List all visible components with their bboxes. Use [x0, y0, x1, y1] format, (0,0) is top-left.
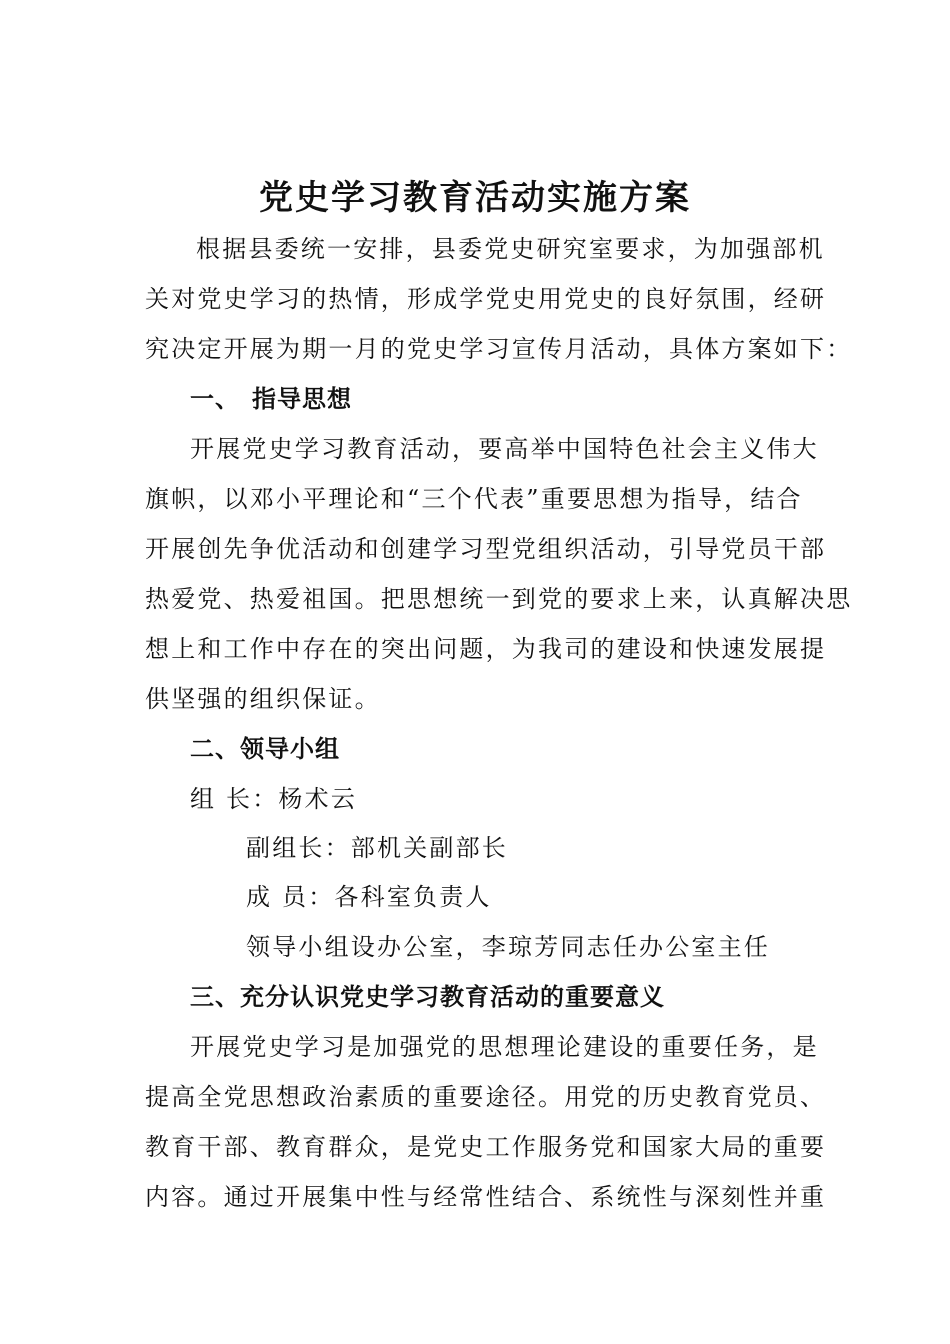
members-line: 成 员：各科室负责人 [246, 883, 492, 911]
document-title: 党史学习教育活动实施方案 [259, 178, 691, 218]
section-1-line-2: 旗帜，以邓小平理论和“三个代表”重要思想为指导，结合 [145, 485, 803, 513]
section-1-line-6: 供坚强的组织保证。 [145, 685, 381, 713]
section-1-title: 指导思想 [252, 385, 352, 413]
deputy-leader-line: 副组长：部机关副部长 [246, 834, 508, 862]
group-leader-line: 组 长：杨术云 [190, 785, 358, 813]
section-1-line-4: 热爱党、热爱祖国。把思想统一到党的要求上来，认真解决思 [145, 585, 853, 613]
intro-line-3: 究决定开展为期一月的党史学习宣传月活动，具体方案如下： [145, 335, 853, 363]
section-3-line-3: 教育干部、教育群众，是党史工作服务党和国家大局的重要 [145, 1133, 827, 1161]
intro-line-2: 关对党史学习的热情，形成学党史用党史的良好氛围，经研 [145, 285, 827, 313]
section-1-line-3: 开展创先争优活动和创建学习型党组织活动，引导党员干部 [145, 535, 827, 563]
section-3-heading: 三、充分认识党史学习教育活动的重要意义 [190, 983, 665, 1011]
section-1-line-1: 开展党史学习教育活动，要高举中国特色社会主义伟大 [190, 435, 819, 463]
office-line: 领导小组设办公室，李琼芳同志任办公室主任 [246, 933, 770, 961]
section-3-line-2: 提高全党思想政治素质的重要途径。用党的历史教育党员、 [145, 1083, 827, 1111]
section-3-line-4: 内容。通过开展集中性与经常性结合、系统性与深刻性并重 [145, 1183, 827, 1211]
section-1-heading [190, 381, 352, 417]
section-3-line-1: 开展党史学习是加强党的思想理论建设的重要任务，是 [190, 1033, 819, 1061]
intro-line-1: 根据县委统一安排，县委党史研究室要求，为加强部机 [196, 235, 825, 263]
section-2-heading: 二、领导小组 [190, 735, 340, 763]
section-1-line-5: 想上和工作中存在的突出问题，为我司的建设和快速发展提 [145, 635, 827, 663]
section-1-number: 一、 [190, 385, 240, 413]
